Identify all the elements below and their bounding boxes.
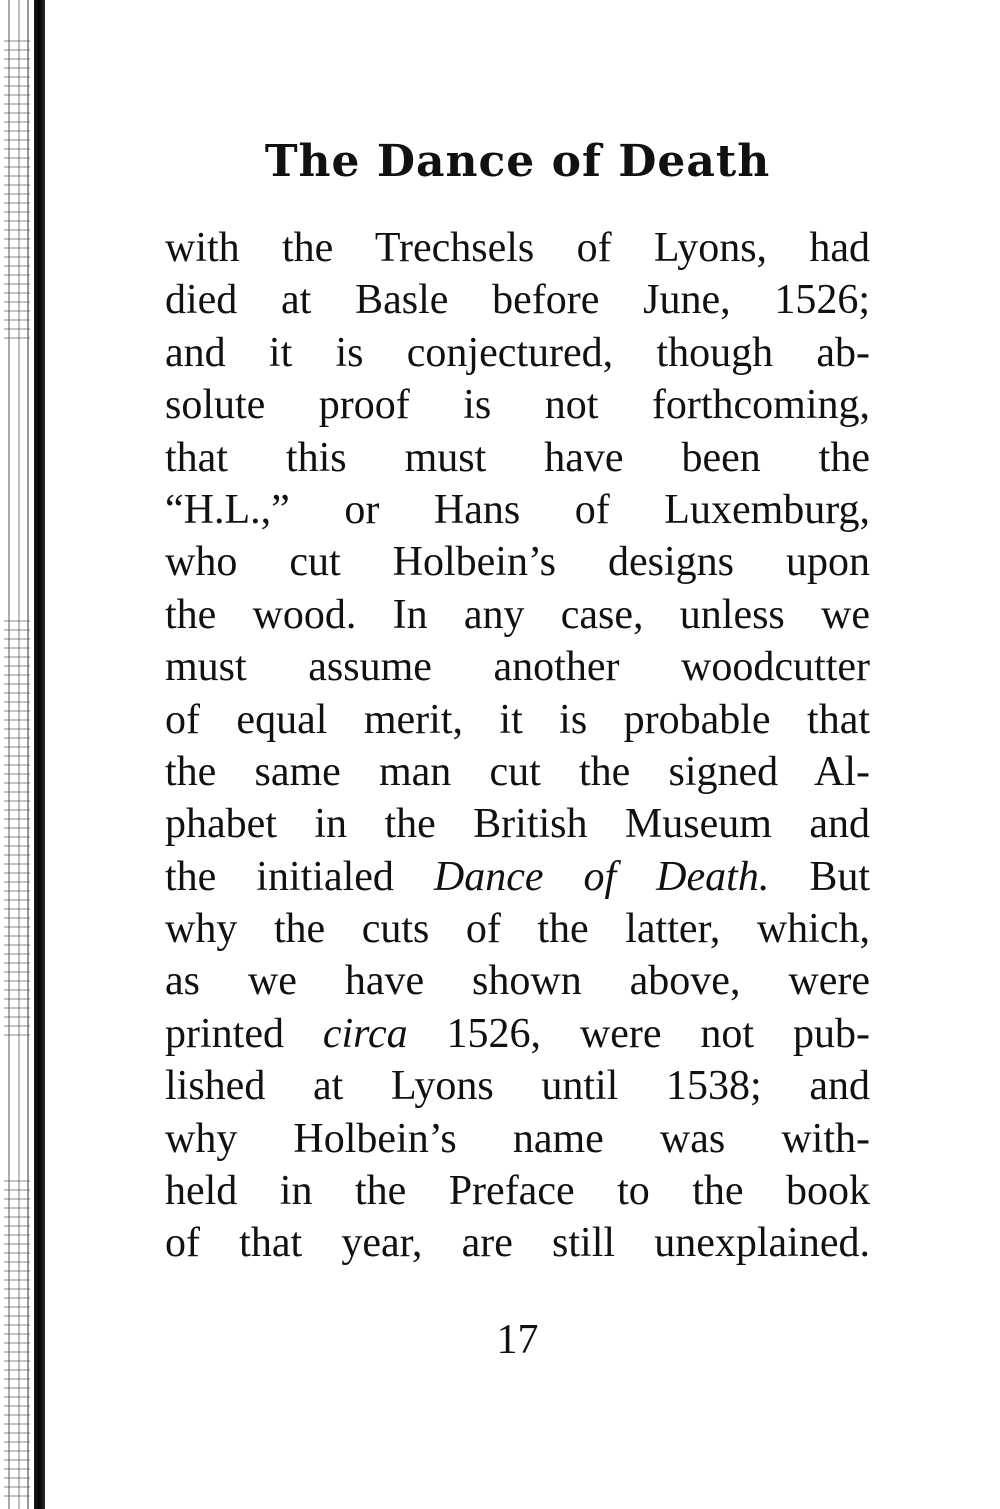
text-line: “H.L.,” or Hans of Luxemburg, (165, 486, 870, 533)
gutter-speckle (4, 40, 30, 340)
text-line: with the Trechsels of Lyons, had (165, 225, 870, 271)
text-line: the same man cut the signed Al- (165, 748, 870, 795)
text-line: solute proof is not forthcoming, (165, 382, 870, 429)
text-line: who cut Holbein’s designs upon (165, 539, 870, 586)
text-line: and it is conjectured, though ab- (165, 329, 870, 376)
running-head-title: The Dance of Death (264, 136, 771, 187)
text-line (165, 1008, 870, 1060)
text-line: died at Basle before June, 1526; (165, 277, 870, 324)
gutter-speckle (4, 1180, 30, 1500)
book-spine-gutter (0, 0, 48, 1509)
text-line: why Holbein’s name was with- (165, 1115, 870, 1162)
text-segment: But (769, 853, 870, 900)
page-number: 17 (496, 1317, 539, 1363)
text-line: of equal merit, it is probable that (165, 696, 870, 743)
text-line: as we have shown above, were (165, 958, 870, 1005)
text-segment: printed (165, 1010, 323, 1057)
text-line: phabet in the British Museum and (165, 801, 870, 848)
spine-edge-bar (34, 0, 45, 1509)
book-title-italic: Dance of Death. (433, 853, 770, 900)
body-text (165, 222, 870, 1270)
text-line: the wood. In any case, unless we (165, 591, 870, 638)
latin-term-italic: circa (322, 1010, 408, 1057)
text-line: why the cuts of the latter, which, (165, 906, 870, 953)
text-line (165, 851, 870, 903)
text-line: of that year, are still unexplained. (165, 1220, 870, 1267)
text-segment: 1526, were not pub- (407, 1010, 870, 1057)
gutter-speckle (4, 620, 30, 1040)
text-line: lished at Lyons until 1538; and (165, 1063, 870, 1110)
text-line: must assume another woodcutter (165, 644, 870, 691)
text-line: that this must have been the (165, 434, 870, 481)
text-line: held in the Preface to the book (165, 1168, 870, 1215)
text-segment: the initialed (165, 853, 434, 900)
